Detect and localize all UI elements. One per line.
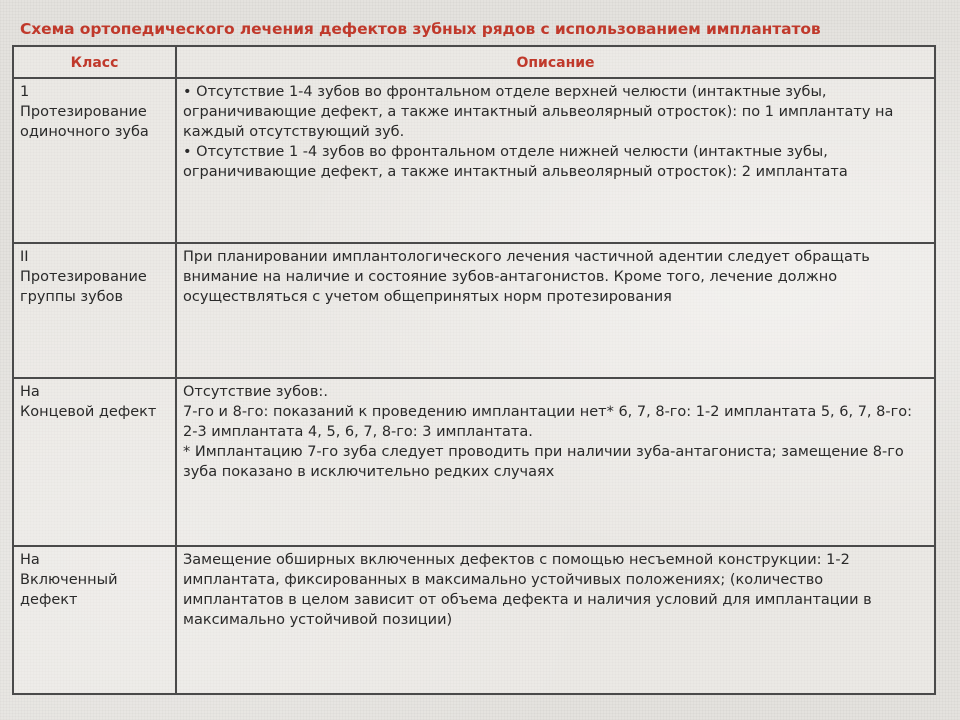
class-name-line: Концевой дефект xyxy=(20,404,157,420)
class-number: На xyxy=(20,384,40,400)
class-number: На xyxy=(20,552,40,568)
description-paragraph: * Имплантацию 7-го зуба следует проводить при наличии зуба-антагониста; замещение 8-го зуба показано в исключительно редких случаях xyxy=(183,444,904,480)
treatment-scheme-table xyxy=(12,45,936,695)
table-row xyxy=(13,378,935,546)
class-cell xyxy=(13,78,176,243)
class-cell xyxy=(13,243,176,378)
description-paragraph: • Отсутствие 1-4 зубов во фронтальном отделе верхней челюсти (интактные зубы, ограничивающие дефект, а также интактный альвеолярный отросток): по 1 имплантату на каждый отсутствующий зуб. xyxy=(183,84,894,140)
class-name-line: Протезирование xyxy=(20,269,147,285)
header-description: Описание xyxy=(176,46,935,78)
class-name-line: группы зубов xyxy=(20,289,124,305)
class-name-line: одиночного зуба xyxy=(20,124,149,140)
class-cell xyxy=(13,378,176,546)
slide-title: Схема ортопедического лечения дефектов зубных рядов с использованием имплантатов xyxy=(20,20,821,38)
class-name-line: Включенный xyxy=(20,572,118,588)
class-number: II xyxy=(20,249,29,265)
description-paragraph: 7-го и 8-го: показаний к проведению имплантации нет* 6, 7, 8-го: 1-2 имплантата 5, 6, 7, 8-го: 2-3 имплантата 4, 5, 6, 7, 8-го: 3 имплантата. xyxy=(183,404,912,440)
description-paragraph: Замещение обширных включенных дефектов с помощью несъемной конструкции: 1-2 имплантата, фиксированных в максимально устойчивых положениях; (количество имплантатов в целом зависит от объема дефекта и наличия условий для имплантации в максимально устойчивой позиции) xyxy=(183,552,872,628)
header-class: Класс xyxy=(13,46,176,78)
description-paragraph: Отсутствие зубов:. xyxy=(183,384,328,400)
class-name-line: дефект xyxy=(20,592,78,608)
description-paragraph: • Отсутствие 1 -4 зубов во фронтальном отделе нижней челюсти (интактные зубы, ограничивающие дефект, а также интактный альвеолярный отросток): 2 имплантата xyxy=(183,144,848,180)
description-cell xyxy=(176,78,935,243)
class-number: 1 xyxy=(20,84,30,100)
class-name-line: Протезирование xyxy=(20,104,147,120)
table-header-row xyxy=(13,46,935,78)
description-paragraph: При планировании имплантологического лечения частичной адентии следует обращать внимание на наличие и состояние зубов-антагонистов. Кроме того, лечение должно осуществляться с учетом общепринятых норм протезирования xyxy=(183,249,870,305)
table-row xyxy=(13,546,935,694)
description-cell xyxy=(176,546,935,694)
class-cell xyxy=(13,546,176,694)
description-cell xyxy=(176,243,935,378)
description-cell xyxy=(176,378,935,546)
table-row xyxy=(13,78,935,243)
table-row xyxy=(13,243,935,378)
